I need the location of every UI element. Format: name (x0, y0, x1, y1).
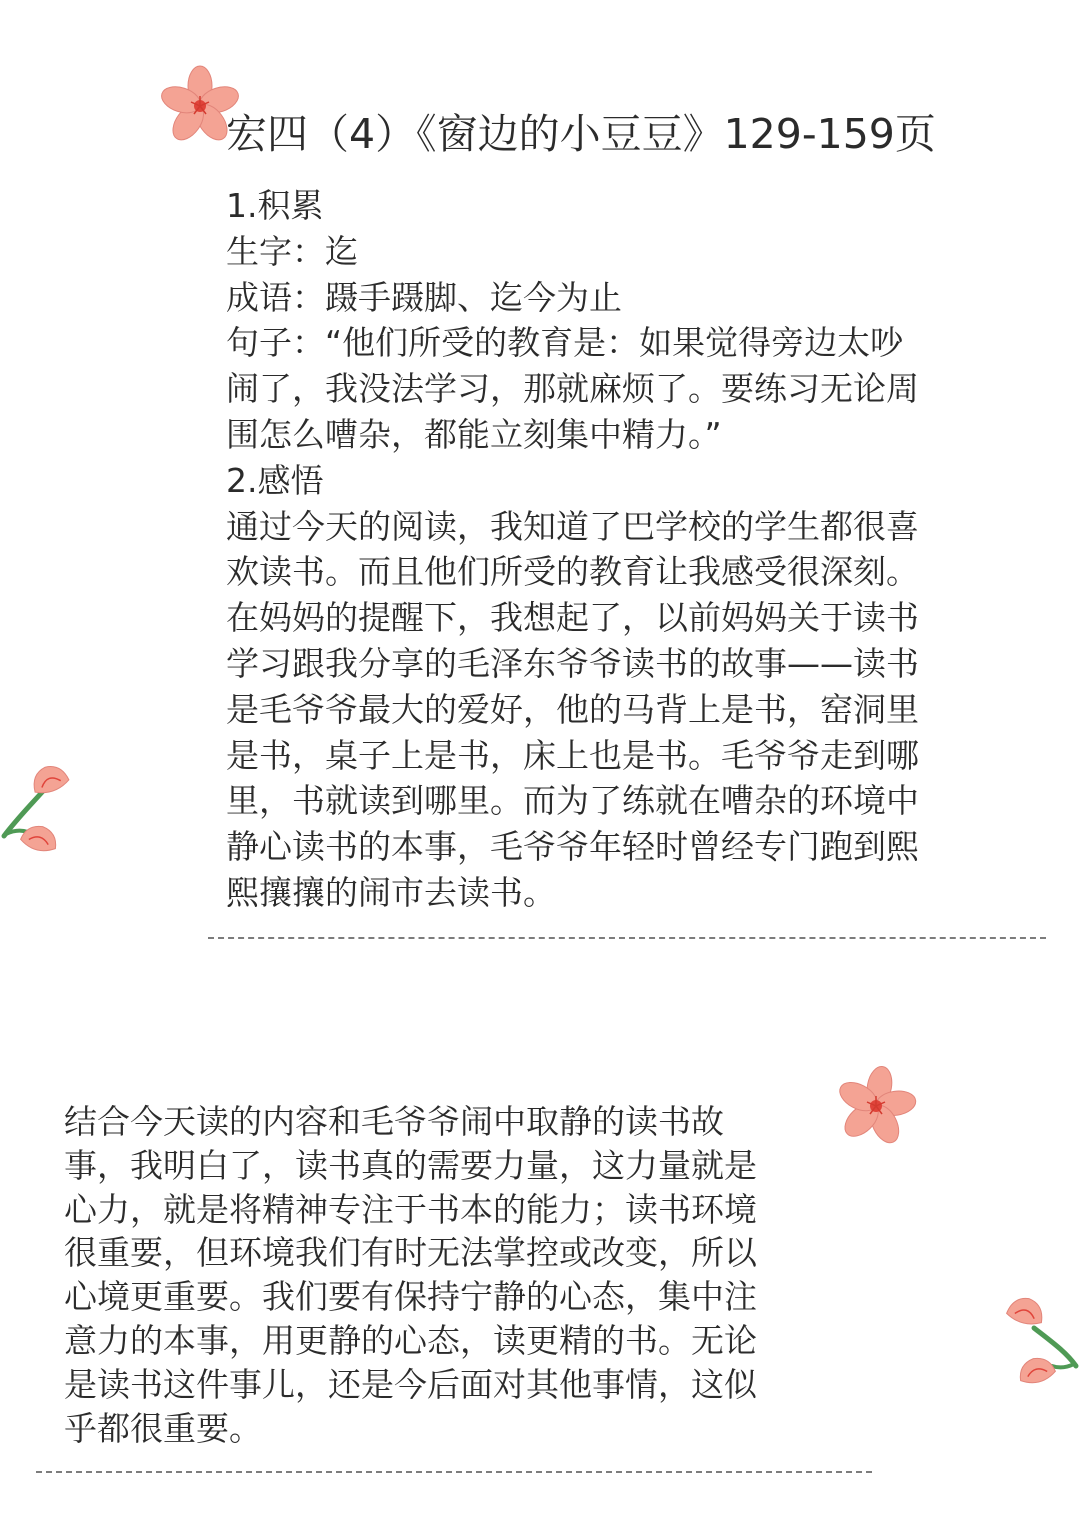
text-line: 是毛爷爷最大的爱好，他的马背上是书，窑洞里 (226, 689, 919, 729)
text-line: 是书，桌子上是书，床上也是书。毛爷爷走到哪 (226, 735, 919, 775)
text-line: 心境更重要。我们要有保持宁静的心态，集中注 (64, 1277, 757, 1317)
text-line: 结合今天读的内容和毛爷爷闹中取静的读书故 (64, 1102, 724, 1141)
text-line: 2.感悟 (226, 460, 324, 500)
text-line: 学习跟我分享的毛泽东爷爷读书的故事——读书 (226, 643, 919, 683)
text-line: 通过今天的阅读，我知道了巴学校的学生都很喜 (226, 506, 919, 546)
text-line: 事，我明白了，读书真的需要力量，这力量就是 (64, 1145, 757, 1185)
text-line: 闹了，我没法学习，那就麻烦了。要练习无论周 (226, 369, 919, 409)
text-line: 围怎么嘈杂，都能立刻集中精力。” (226, 414, 722, 454)
text-line: 欢读书。而且他们所受的教育让我感受很深刻。 (226, 552, 919, 592)
text-line: 很重要，但环境我们有时无法掌控或改变，所以 (64, 1233, 757, 1273)
text-line: 在妈妈的提醒下，我想起了，以前妈妈关于读书 (226, 598, 919, 638)
text-line: 静心读书的本事，毛爷爷年轻时曾经专门跑到熙 (226, 827, 919, 867)
text-line: 心力，就是将精神专注于书本的能力；读书环境 (64, 1189, 757, 1229)
dashed-divider (208, 937, 1046, 939)
text-line: 意力的本事，用更静的心态，读更精的书。无论 (64, 1320, 757, 1360)
text-line: 乎都很重要。 (64, 1408, 262, 1448)
text-line: 生字：迄 (226, 231, 358, 271)
text-line: 里，书就读到哪里。而为了练就在嘈杂的环境中 (226, 781, 919, 821)
section-reflection (64, 1100, 844, 1450)
text-line: 1.积累 (226, 186, 324, 225)
dashed-divider (36, 1471, 872, 1473)
text-line: 句子：“他们所受的教育是：如果觉得旁边太吵 (226, 323, 904, 363)
text-line: 熙攘攘的闹市去读书。 (226, 872, 556, 912)
flower-icon (834, 1064, 918, 1148)
text-line: 是读书这件事儿，还是今后面对其他事情，这似 (64, 1364, 757, 1404)
section-accumulation-insight (226, 183, 1046, 916)
text-line: 成语：蹑手蹑脚、迄今为止 (226, 277, 622, 317)
page-title: 宏四（4）《窗边的小豆豆》129-159页 (226, 110, 936, 158)
flower-branch-icon (996, 1294, 1080, 1406)
flower-branch-icon (0, 760, 84, 872)
